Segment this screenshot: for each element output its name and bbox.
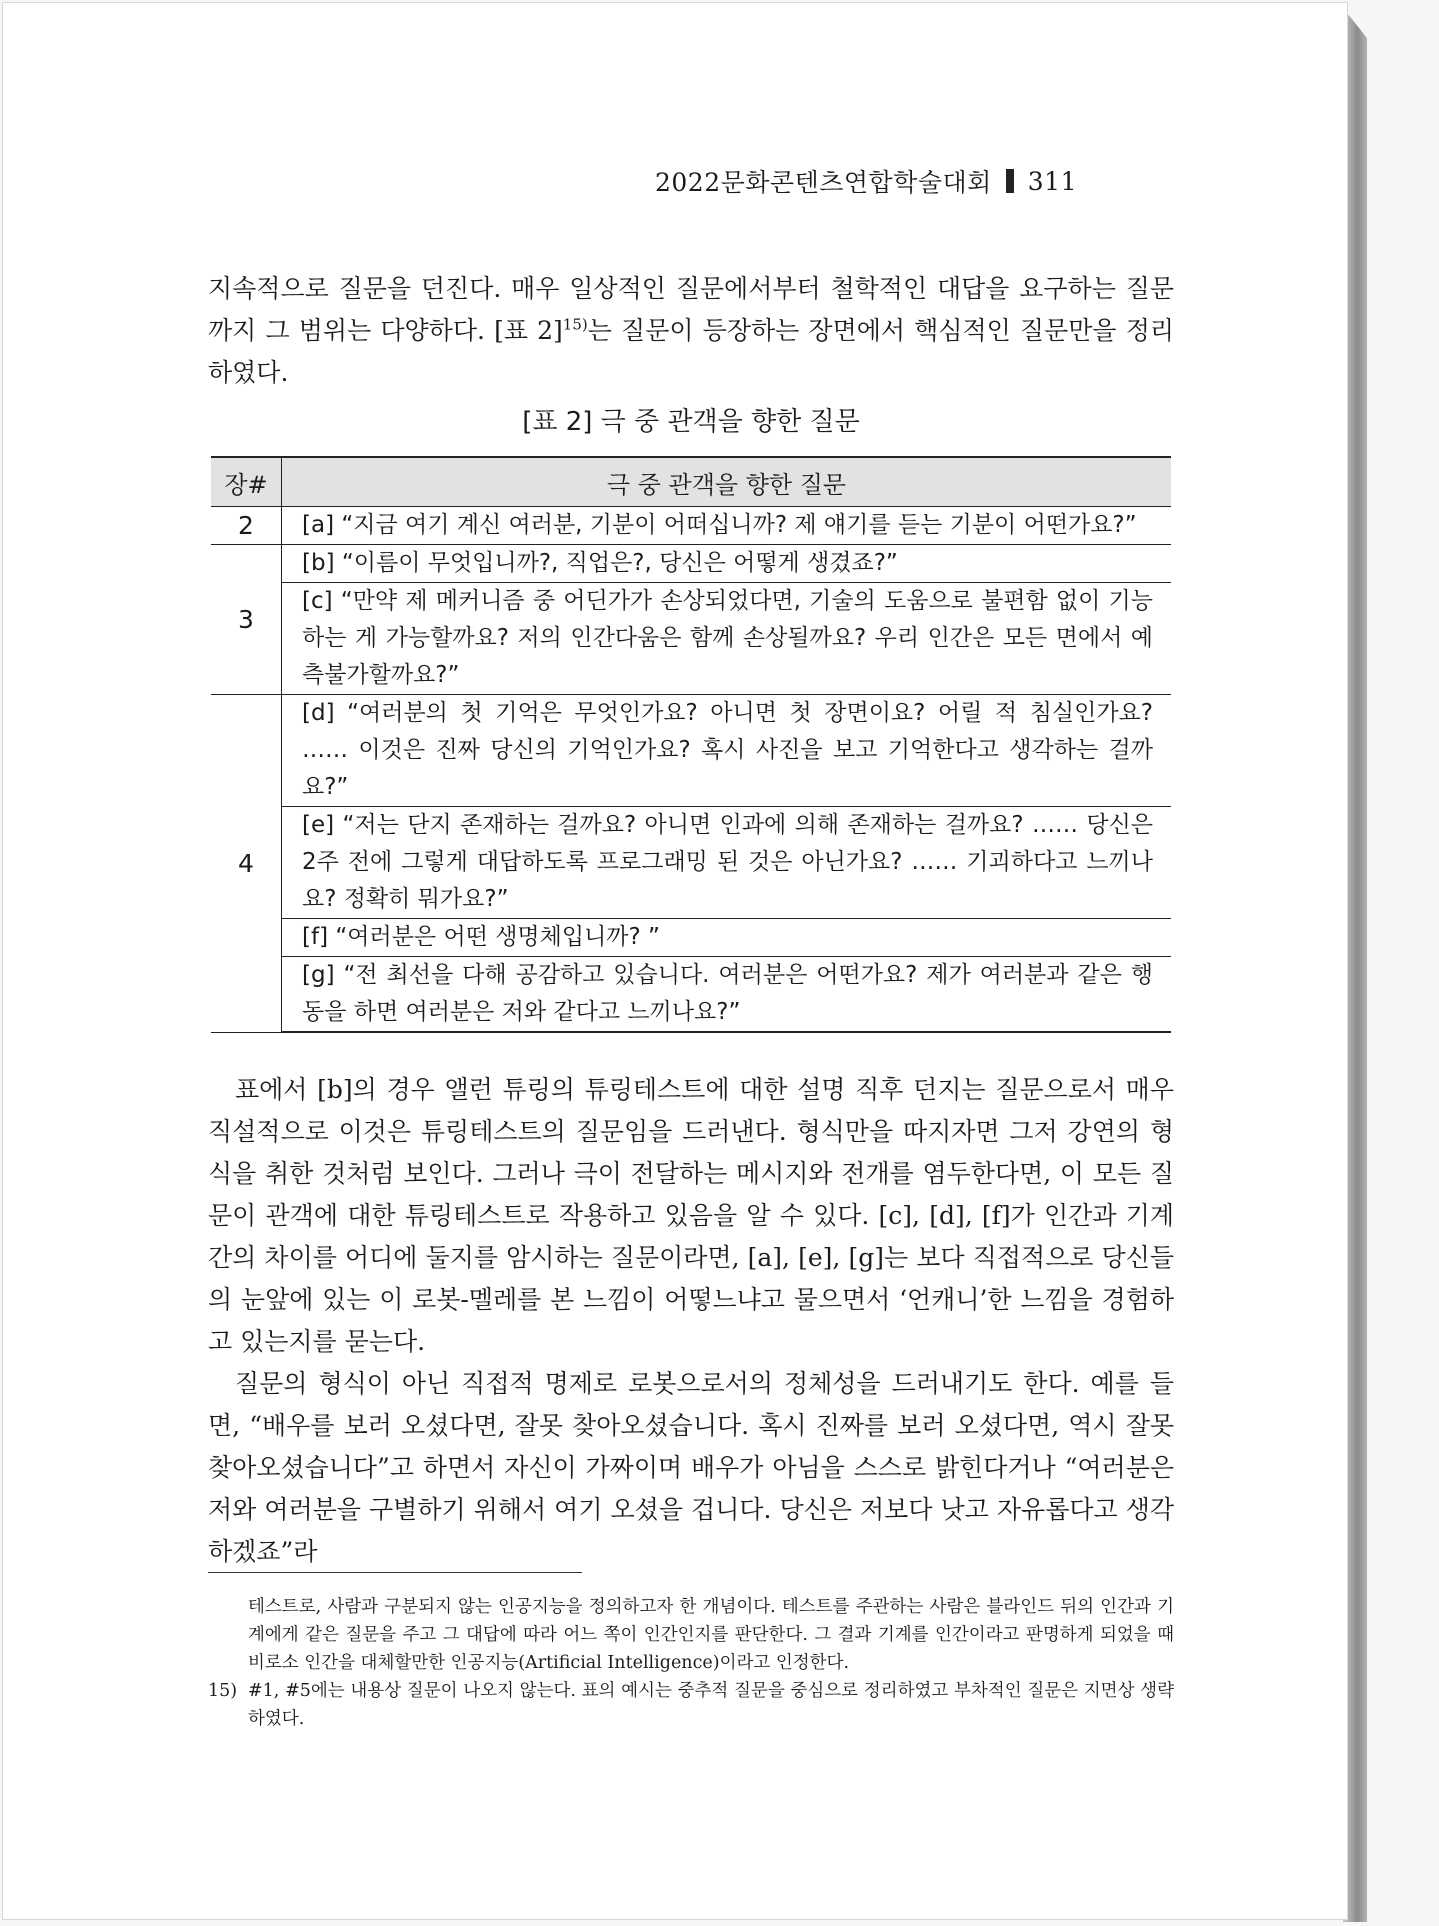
table-row [211,545,1171,583]
page-number: 311 [1027,166,1077,196]
footnote-divider [208,1572,582,1573]
document-page [2,2,1348,1920]
header-title: 2022문화콘텐츠연합학술대회 [655,168,992,197]
questions-table [211,456,1171,1033]
scene-cell: 3 [211,545,282,695]
footnote-15-text: #1, #5에는 내용상 질문이 나오지 않는다. 표의 예시는 중추적 질문을 중심으로 정리하였고 부차적인 질문은 지면상 생략하였다. [248,1681,1174,1729]
running-header [655,163,1077,199]
table-row [211,507,1171,545]
question-cell: [f] “여러분은 어떤 생명체입니까? ” [282,919,1172,957]
table-row [211,583,1171,695]
question-cell: [g] “전 최선을 다해 공감하고 있습니다. 여러분은 어떤가요? 제가 여러분과 같은 행동을 하면 여러분은 저와 같다고 느끼나요?” [282,957,1172,1033]
footnote-14-continuation: 테스트로, 사람과 구분되지 않는 인공지능을 정의하고자 한 개념이다. 테스트를 주관하는 사람은 블라인드 뒤의 인간과 기계에게 같은 질문을 주고 그 대답에 따라 어느 쪽이 인간인지를 판단한다. 그 결과 기계를 인간이라고 판명하게 되었을 때 비로소 인간을 대체할만한 인공지능(Artificial Intelligence)이라고 인정한다. [248,1597,1174,1673]
footnote-15 [208,1677,1174,1733]
question-cell: [c] “만약 제 메커니즘 중 어딘가가 손상되었다면, 기술의 도움으로 불편함 없이 기능하는 게 가능할까요? 저의 인간다움은 함께 손상될까요? 우리 인간은 모든 면에서 예측불가할까요?” [282,583,1172,695]
table-row [211,695,1171,807]
table-header-row [211,457,1171,507]
footnotes [208,1593,1174,1733]
scene-cell: 2 [211,507,282,545]
table-row [211,919,1171,957]
body-paragraph-2: 질문의 형식이 아닌 직접적 명제로 로봇으로서의 정체성을 드러내기도 한다. 예를 들면, “배우를 보러 오셨다면, 잘못 찾아오셨습니다. 혹시 진짜를 보러 오셨다면, 역시 잘못 찾아오셨습니다”고 하면서 자신이 가짜이며 배우가 아님을 스스로 밝힌다거나 “여러분은 저와 여러분을 구별하기 위해서 여기 오셨을 겁니다. 당신은 저보다 낫고 자유롭다고 생각하겠죠”라 [208,1369,1174,1566]
question-cell: [b] “이름이 무엇입니까?, 직업은?, 당신은 어떻게 생겼죠?” [282,545,1172,583]
body-paragraph-1: 표에서 [b]의 경우 앨런 튜링의 튜링테스트에 대한 설명 직후 던지는 질문으로서 매우 직설적으로 이것은 튜링테스트의 질문임을 드러낸다. 형식만을 따지자면 그저 강연의 형식을 취한 것처럼 보인다. 그러나 극이 전달하는 메시지와 전개를 염두한다면, 이 모든 질문이 관객에 대한 튜링테스트로 작용하고 있음을 알 수 있다. [c], [d], [f]가 인간과 기계 간의 차이를 어디에 둘지를 암시하는 질문이라면, [a], [e], [g]는 보다 직접적으로 당신들의 눈앞에 있는 이 로봇-멜레를 본 느낌이 어떻느냐고 물으면서 ‘언캐니’한 느낌을 경험하고 있는지를 묻는다. [208,1075,1174,1356]
footnote-15-number: 15) [208,1681,238,1701]
question-cell: [e] “저는 단지 존재하는 걸까요? 아니면 인과에 의해 존재하는 걸까요? …… 당신은 2주 전에 그렇게 대답하도록 프로그래밍 된 것은 아닌가요? …… 기괴하다고 느끼나요? 정확히 뭐가요?” [282,807,1172,919]
scene-cell: 4 [211,695,282,1033]
table-header-scene: 장# [211,457,282,507]
body-text [208,1069,1174,1573]
footnote-ref-15[interactable]: 15) [562,315,588,334]
question-cell: [a] “지금 여기 계신 여러분, 기분이 어떠십니까? 제 얘기를 듣는 기분이 어떤가요?” [282,507,1172,545]
table-caption: [표 2] 극 중 관객을 향한 질문 [522,407,860,437]
intro-paragraph [208,268,1174,394]
intro-text-before: 지속적으로 질문을 던진다. 매우 일상적인 질문에서부터 철학적인 대답을 요구하는 질문까지 그 범위는 다양하다. [표 2] [208,274,1174,345]
table-row [211,807,1171,919]
header-separator [1006,169,1014,193]
question-cell: [d] “여러분의 첫 기억은 무엇인가요? 아니면 첫 장면이요? 어릴 적 침실인가요? …… 이것은 진짜 당신의 기억인가요? 혹시 사진을 보고 기억한다고 생각하는 걸까요?” [282,695,1172,807]
table-row [211,957,1171,1033]
intro-text-after: 는 질문이 등장하는 장면에서 핵심적인 질문만을 정리하였다. [208,316,1174,387]
table-header-question: 극 중 관객을 향한 질문 [282,457,1172,507]
